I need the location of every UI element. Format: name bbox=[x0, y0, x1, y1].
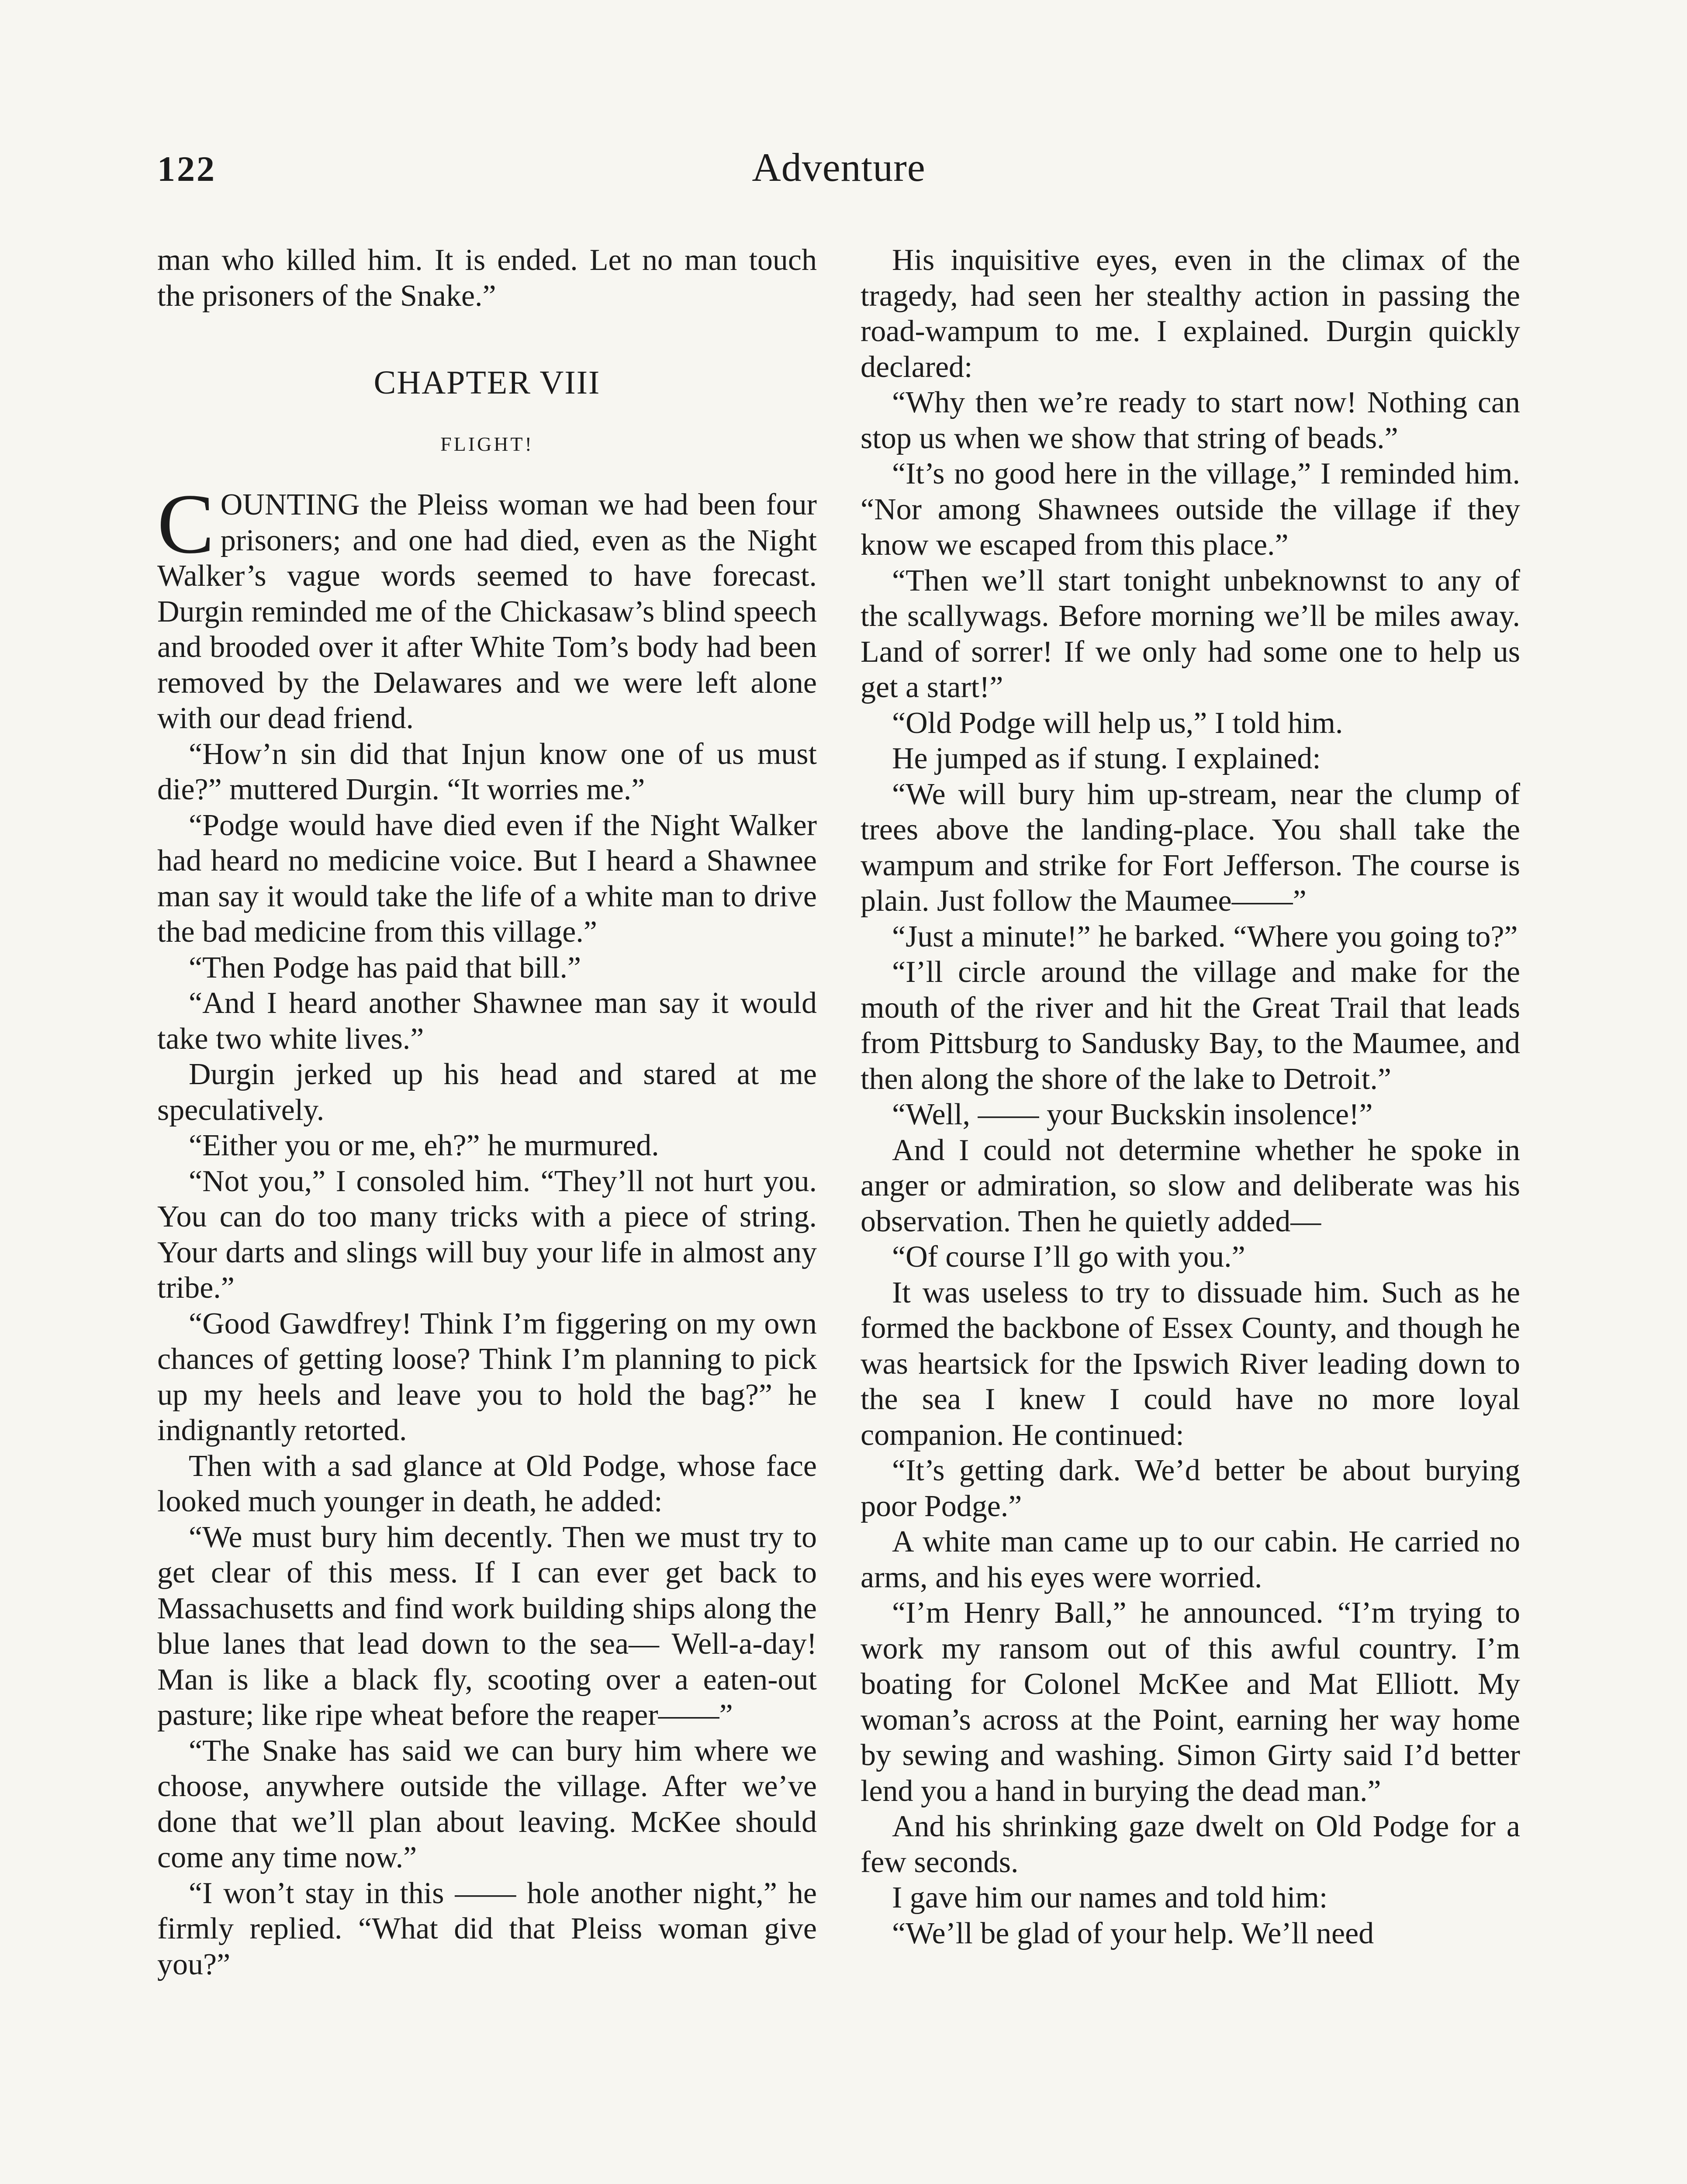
paragraph: “We’ll be glad of your help. We’ll need bbox=[892, 1916, 1374, 1950]
paragraph: “We will bury him up-stream, near the clump of trees above the landing-place. You shall take the wampum and strike for Fort Jefferson. The course is plain. Just follow the Maumee——” bbox=[861, 777, 1520, 918]
paragraph: It was useless to try to dissuade him. Such as he formed the backbone of Essex County, and though he was heartsick for the Ipswich River leading down to the sea I knew I could have no more loyal companion. He continued: bbox=[861, 1275, 1520, 1452]
paragraph: “We must bury him decently. Then we must try to get clear of this mess. If I can ever get back to Massachusetts and find work building ships along the blue lanes that lead down to the sea— Well-a-day! Man is like a black fly, scooting over a eaten-out pasture; like ripe wheat before the reaper——” bbox=[157, 1520, 817, 1732]
paragraph: “Of course I’ll go with you.” bbox=[892, 1240, 1245, 1274]
paragraph: “How’n sin did that Injun know one of us must die?” muttered Durgin. “It worries me.” bbox=[157, 737, 817, 806]
paragraph: man who killed him. It is ended. Let no man touch the prisoners of the Snake.” bbox=[157, 243, 817, 313]
paragraph: “Not you,” I consoled him. “They’ll not hurt you. You can do too many tricks with a piece of string. Your darts and slings will buy your life in almost any tribe.” bbox=[157, 1164, 817, 1305]
paragraph: “And I heard another Shawnee man say it would take two white lives.” bbox=[157, 986, 817, 1056]
paragraph: Durgin jerked up his head and stared at me speculatively. bbox=[157, 1057, 817, 1127]
paragraph: “Just a minute!” he barked. “Where you going to?” bbox=[892, 919, 1518, 954]
paragraph: And his shrinking gaze dwelt on Old Podge for a few seconds. bbox=[861, 1810, 1520, 1879]
paragraph: A white man came up to our cabin. He carried no arms, and his eyes were worried. bbox=[861, 1525, 1520, 1594]
right-column bbox=[861, 242, 1520, 1951]
paragraph: “Then Podge has paid that bill.” bbox=[189, 950, 581, 985]
paragraph: “Well, —— your Buckskin insolence!” bbox=[892, 1098, 1373, 1131]
drop-cap: C bbox=[157, 477, 214, 571]
paragraph: And I could not determine whether he spoke in anger or admiration, so slow and deliberate was his observation. Then he quietly added— bbox=[861, 1133, 1520, 1238]
paragraph: “It’s no good here in the village,” I reminded him. “Nor among Shawnees outside the village if they know we escaped from this place.” bbox=[861, 457, 1520, 562]
page-number: 122 bbox=[157, 149, 216, 189]
chapter-heading: CHAPTER VIII bbox=[373, 364, 601, 401]
paragraph: “It’s getting dark. We’d better be about burying poor Podge.” bbox=[861, 1454, 1520, 1523]
opening-paragraph-text: OUNTING the Pleiss woman we had been four prisoners; and one had died, even as the Night Walker’s vague words seemed to have forecast. Durgin reminded me of the Chickasaw’s blind speech and brooded over it after White Tom’s body had been removed by the Delawares and we were left alone with our dead friend. bbox=[157, 488, 817, 735]
paragraph: “Why then we’re ready to start now! Nothing can stop us when we show that string of beads.” bbox=[861, 386, 1520, 455]
paragraph: “Either you or me, eh?” he murmured. bbox=[189, 1129, 659, 1162]
paragraph: He jumped as if stung. I explained: bbox=[892, 742, 1321, 775]
paragraph: “I won’t stay in this —— hole another night,” he firmly replied. “What did that Pleiss woman give you?” bbox=[157, 1876, 817, 1981]
chapter-subtitle: FLIGHT! bbox=[440, 432, 534, 455]
paragraph: “I’ll circle around the village and make for the mouth of the river and hit the Great Trail that leads from Pittsburg to Sandusky Bay, to the Maumee, and then along the shore of the lake to Detroit.” bbox=[861, 955, 1520, 1096]
paragraph: “Podge would have died even if the Night Walker had heard no medicine voice. But I heard a Shawnee man say it would take the life of a white man to drive the bad medicine from this village.” bbox=[157, 808, 817, 949]
paragraph: Then with a sad glance at Old Podge, whose face looked much younger in death, he added: bbox=[157, 1449, 817, 1518]
opening-paragraph bbox=[157, 477, 817, 736]
paragraph: “Old Podge will help us,” I told him. bbox=[892, 706, 1343, 740]
paragraph: “The Snake has said we can bury him where we choose, anywhere outside the village. After we’ve done that we’ll plan about leaving. McKee should come any time now.” bbox=[157, 1734, 817, 1874]
paragraph: I gave him our names and told him: bbox=[892, 1881, 1328, 1914]
page-title: Adventure bbox=[752, 145, 926, 190]
paragraph: His inquisitive eyes, even in the climax of the tragedy, had seen her stealthy action in passing the road-wampum to me. I explained. Durgin quickly declared: bbox=[861, 243, 1520, 384]
left-column bbox=[157, 242, 817, 1982]
paragraph: “I’m Henry Ball,” he announced. “I’m trying to work my ransom out of this awful country. I’m boating for Colonel McKee and Mat Elliott. My woman’s across at the Point, earning her way home by sewing and washing. Simon Girty said I’d better lend you a hand in burying the dead man.” bbox=[861, 1596, 1520, 1808]
paragraph: “Then we’ll start tonight unbeknownst to any of the scallywags. Before morning we’ll be miles away. Land of sorrer! If we only had some one to help us get a start!” bbox=[861, 563, 1520, 704]
page-header bbox=[157, 144, 1520, 201]
paragraph: “Good Gawdfrey! Think I’m figgering on my own chances of getting loose? Think I’m planning to pick up my heels and leave you to hold the bag?” he indignantly retorted. bbox=[157, 1306, 817, 1447]
